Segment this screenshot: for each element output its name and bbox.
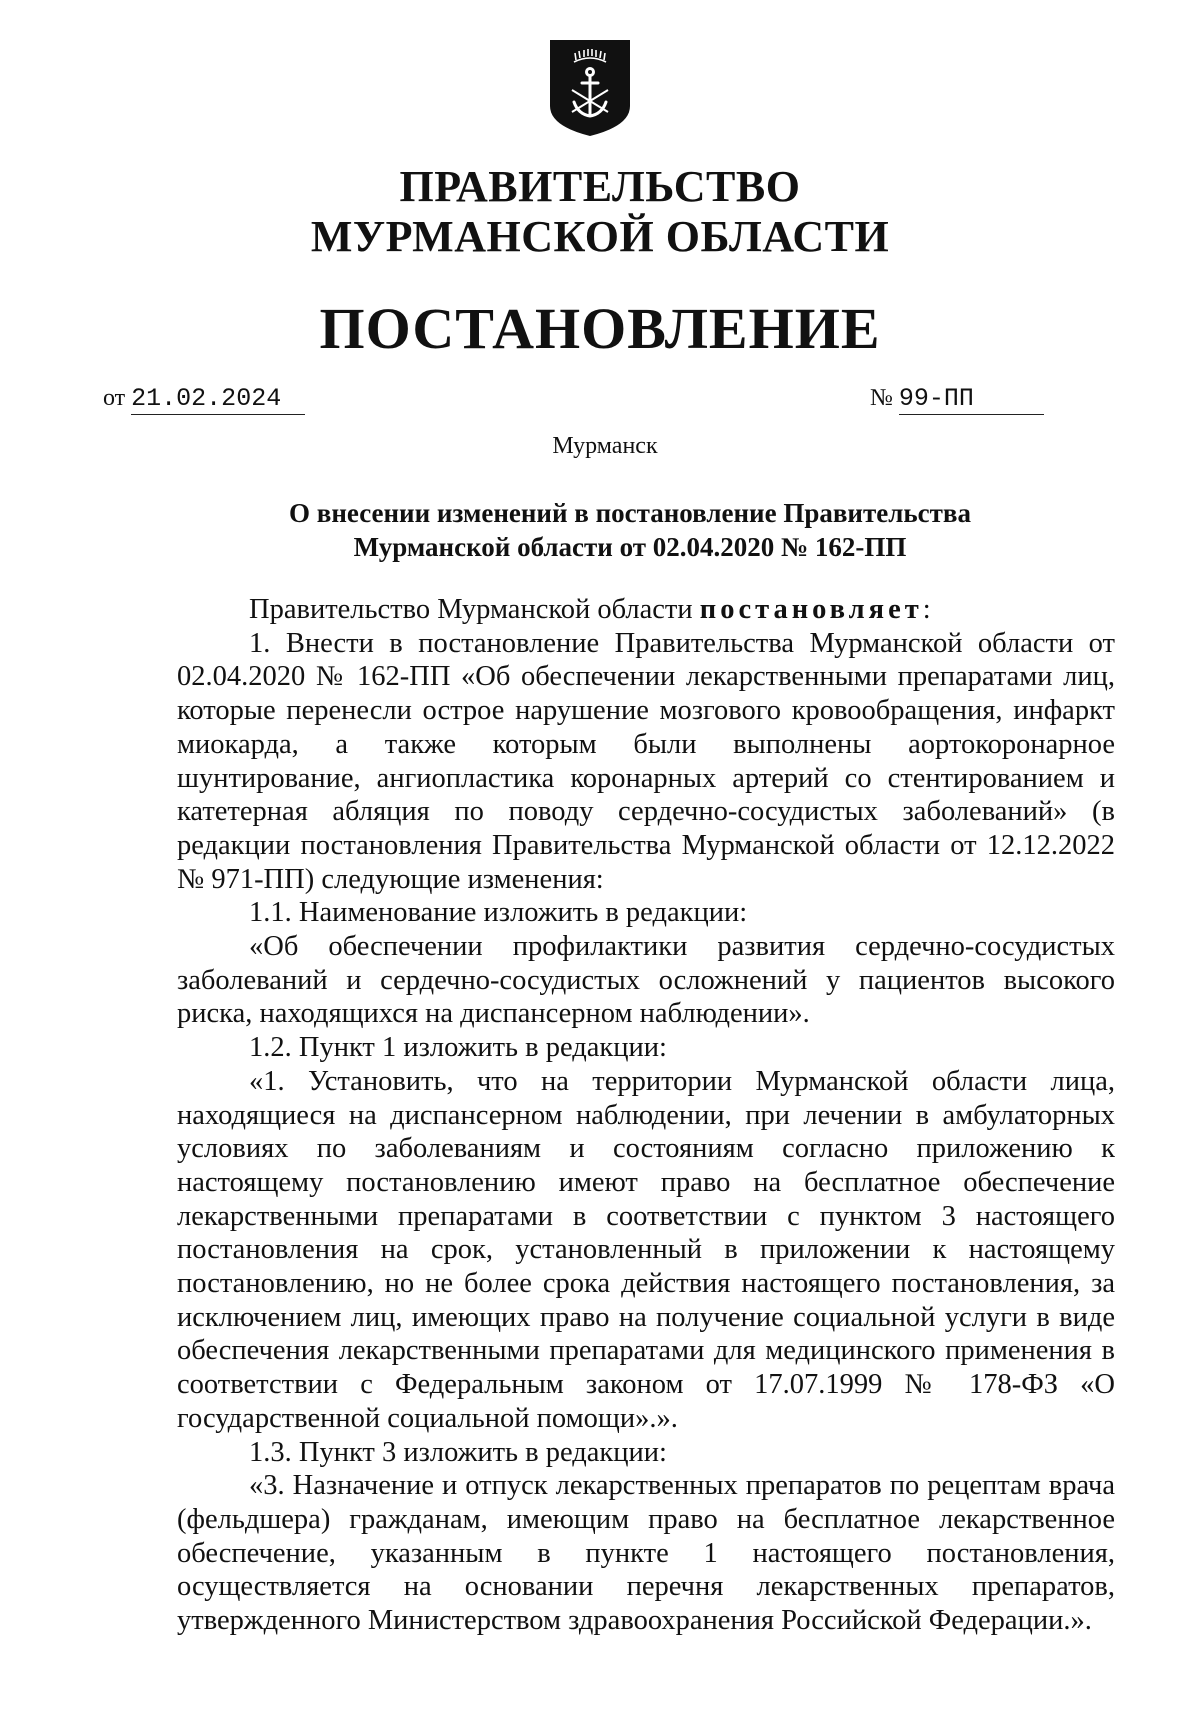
organization-name-line2: МУРМАНСКОЙ ОБЛАСТИ [310,212,890,261]
paragraph-1-1: 1.1. Наименование изложить в редакции: [249,897,748,929]
intro-verb: постановляет [699,594,923,625]
title-line2: Мурманской области от 02.04.2020 № 162-ПП [353,532,907,562]
document-type: ПОСТАНОВЛЕНИЕ [319,296,881,361]
paragraph-1-3: 1.3. Пункт 3 изложить в редакции: [249,1436,667,1468]
city-name: Мурманск [552,433,658,459]
document-date [103,383,305,415]
document-body [177,593,1115,1638]
paragraph-1-1-text: «Об обеспечении профилактики развития сердечно-сосудистых заболеваний и сердечно-сосудистых осложнений у пациентов высокого риска, находящихся на диспансерном наблюдении». [177,931,1115,1030]
number-value: 99-ПП [899,384,1044,415]
intro-colon: : [922,594,931,625]
paragraph-1-2: 1.2. Пункт 1 изложить в редакции: [249,1032,667,1064]
paragraph-1-3-text: «3. Назначение и отпуск лекарственных препаратов по рецептам врача (фельдшера) гражданам, имеющим право на бесплатное лекарственное обеспечение, указанным в пункте 1 настоящего постановления, осуществляется на основании перечня лекарственных препаратов, утвержденного Министерством здравоохранения Российской Федерации.». [177,1470,1115,1637]
document-title [200,496,1060,564]
title-line1: О внесении изменений в постановление Правительства [289,498,971,528]
date-value: 21.02.2024 [131,384,305,415]
intro-text: Правительство Мурманской области [249,594,693,625]
coat-of-arms-icon [548,38,632,138]
date-prefix: от [103,385,126,411]
paragraph-1: 1. Внести в постановление Правительства Мурманской области от 02.04.2020 № 162-ПП «Об обеспечении лекарственными препаратами лиц, которые перенесли острое нарушение мозгового кровообращения, инфаркт миокарда, а также которым были выполнены аортокоронарное шунтирование, ангиопластика коронарных артерий со стентированием и катетерная абляция по поводу сердечно-сосудистых заболеваний» (в редакции постановления Правительства Мурманской области от 12.12.2022 № 971-ПП) следующие изменения: [177,627,1115,895]
paragraph-1-2-text: «1. Установить, что на территории Мурманской области лица, находящиеся на диспансерном наблюдении, при лечении в амбулаторных условиях по заболеваниям и состояниям согласно приложению к настоящему постановлению имеют право на бесплатное обеспечение лекарственными препаратами в соответствии с пунктом 3 настоящего постановления на срок, установленный в приложении к настоящему постановлению, но не более срока действия настоящего постановления, за исключением лиц, имеющих право на получение социальной услуги в виде обеспечения лекарственными препаратами для медицинского применения в соответствии с Федеральным законом от 17.07.1999 № 178-ФЗ «О государственной социальной помощи».». [177,1065,1115,1434]
number-prefix: № [870,385,893,411]
document-number [870,383,1044,415]
organization-name-line1: ПРАВИТЕЛЬСТВО [399,162,801,211]
intro-paragraph [177,593,1115,627]
